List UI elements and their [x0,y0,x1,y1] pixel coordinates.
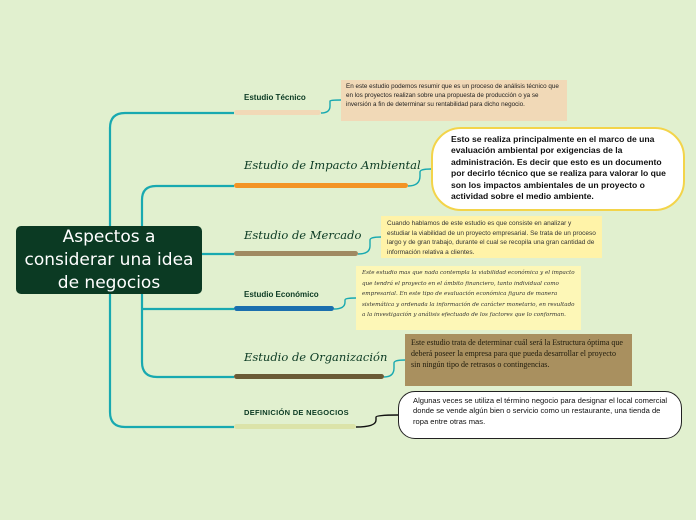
note-impacto-ambiental: Esto se realiza principalmente en el marco de una evaluación ambiental por exigencias de la administración. Es decir que esto es un documento por decirlo técnico que se realiza para valorar lo que son los impactos ambientales de un proyecto o actividad sobre el medio ambiente. [431,127,685,211]
note-connector-definicion [356,415,398,427]
note-connector-mercado [358,237,381,254]
branch-underline [234,306,334,311]
branch-underline [234,424,356,429]
branch-underline [234,374,384,379]
branch-estudio-tecnico[interactable]: Estudio Técnico [244,93,306,102]
connector-tecnico [110,113,234,226]
connector-definicion [110,294,234,427]
note-estudio-tecnico: En este estudio podemos resumir que es un proceso de análisis técnico que en los proyectos realizan sobre una propuesta de producción o ya se inversión a fin de determinar su rentabilidad para dicho negocio. [341,80,567,121]
branch-underline [234,110,321,115]
branch-underline [234,183,408,188]
note-estudio-economico: Este estudio mas que nada contempla la viabilidad económica y el impacto que tendrá el proyecto en el ámbito financiero, tanto individual como empresarial. En este tipo de evaluación económica figura de manera sistemática y ordenada la información de carácter monetario, en resultado a la investigación y análisis efectuado de los factores que lo conforman. [356,266,581,330]
note-estudio-organizacion: Este estudio trata de determinar cuál será la Estructura óptima que deberá poseer la empresa para que pueda desarrollar el proyecto sin ningún tipo de retrasos o contingencias. [405,334,632,386]
branch-estudio-organizacion[interactable]: Estudio de Organización [244,350,388,364]
connector-impacto [142,186,234,200]
note-connector-economico [334,298,356,309]
branch-estudio-economico[interactable]: Estudio Económico [244,290,319,299]
branch-estudio-impacto-ambiental[interactable]: Estudio de Impacto Ambiental [244,158,421,172]
branch-underline [234,251,358,256]
note-definicion-negocios: Algunas veces se utiliza el término negocio para designar el local comercial donde se vende algún bien o servicio como un restaurante, una tienda de ropa entre otras mas. [398,391,682,439]
branch-estudio-mercado[interactable]: Estudio de Mercado [244,228,362,242]
note-estudio-mercado: Cuando hablamos de este estudio es que consiste en analizar y estudiar la viabilidad de un proyecto empresarial. Se trata de un proceso largo y de gran trabajo, durante el cual se recopila una gran cantidad de información relativa a clientes. [381,216,602,258]
note-connector-tecnico [321,100,341,113]
branch-definicion-negocios[interactable]: DEFINICIÓN DE NEGOCIOS [244,408,349,417]
central-topic[interactable]: Aspectos a considerar una idea de negocios [16,226,202,294]
